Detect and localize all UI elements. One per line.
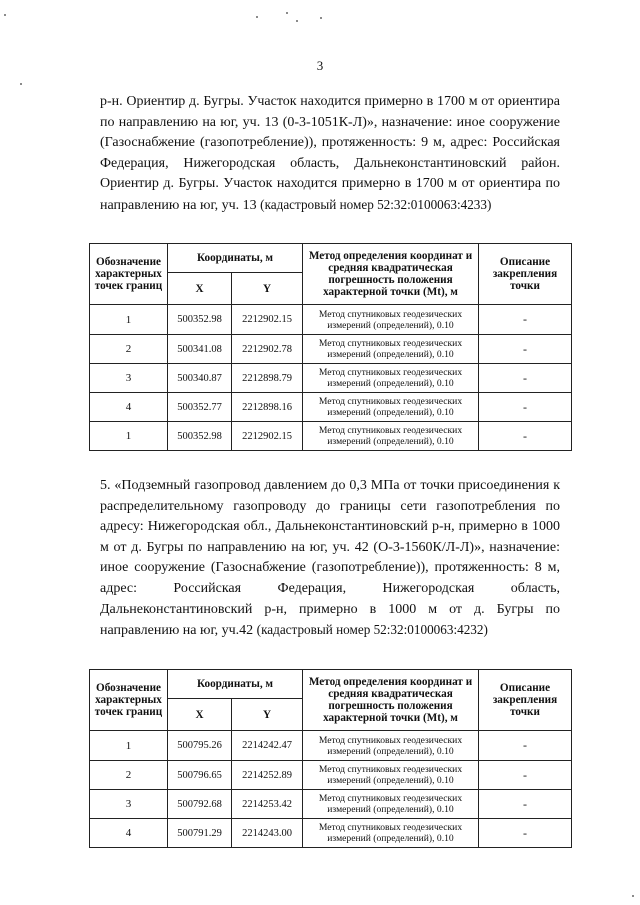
header-method: Метод определения координат и средняя квадратическая погрешность положения характерной точки (Mt), м bbox=[303, 244, 479, 305]
description-cell: - bbox=[479, 305, 572, 335]
y-cell: 2212898.79 bbox=[232, 364, 303, 393]
description-cell: - bbox=[479, 731, 572, 761]
header-point: Обозначение характерных точек границ bbox=[90, 244, 168, 305]
x-cell: 500352.77 bbox=[168, 393, 232, 422]
method-cell: Метод спутниковых геодезических измерений (определений), 0.10 bbox=[303, 393, 479, 422]
method-cell: Метод спутниковых геодезических измерений (определений), 0.10 bbox=[303, 335, 479, 364]
y-cell: 2212902.15 bbox=[232, 422, 303, 451]
table-row bbox=[90, 335, 572, 364]
description-cell: - bbox=[479, 422, 572, 451]
description-cell: - bbox=[479, 761, 572, 790]
header-y: Y bbox=[232, 273, 303, 305]
header-x: X bbox=[168, 273, 232, 305]
method-cell: Метод спутниковых геодезических измерений (определений), 0.10 bbox=[303, 364, 479, 393]
scan-speck bbox=[296, 20, 298, 22]
scan-speck bbox=[286, 12, 288, 14]
table-row bbox=[90, 731, 572, 761]
header-x: X bbox=[168, 699, 232, 731]
scan-speck bbox=[256, 16, 258, 18]
header-coords: Координаты, м bbox=[168, 670, 303, 699]
point-cell: 2 bbox=[90, 335, 168, 364]
method-cell: Метод спутниковых геодезических измерений (определений), 0.10 bbox=[303, 422, 479, 451]
x-cell: 500792.68 bbox=[168, 790, 232, 819]
y-cell: 2214242.47 bbox=[232, 731, 303, 761]
table-row bbox=[90, 364, 572, 393]
table-row bbox=[90, 761, 572, 790]
y-cell: 2212902.78 bbox=[232, 335, 303, 364]
header-point: Обозначение характерных точек границ bbox=[90, 670, 168, 731]
header-y: Y bbox=[232, 699, 303, 731]
scan-speck bbox=[632, 895, 634, 897]
description-cell: - bbox=[479, 790, 572, 819]
paragraph-2 bbox=[100, 476, 560, 642]
method-cell: Метод спутниковых геодезических измерений (определений), 0.10 bbox=[303, 790, 479, 819]
paragraph-1-cadastral: (кадастровый номер 52:32:0100063:4233) bbox=[260, 196, 492, 212]
point-cell: 1 bbox=[90, 422, 168, 451]
method-cell: Метод спутниковых геодезических измерений (определений), 0.10 bbox=[303, 761, 479, 790]
y-cell: 2212898.16 bbox=[232, 393, 303, 422]
point-cell: 1 bbox=[90, 305, 168, 335]
x-cell: 500795.26 bbox=[168, 731, 232, 761]
x-cell: 500791.29 bbox=[168, 819, 232, 848]
page-number: 3 bbox=[316, 58, 324, 73]
paragraph-1 bbox=[100, 92, 560, 217]
y-cell: 2212902.15 bbox=[232, 305, 303, 335]
scan-speck bbox=[320, 17, 322, 19]
paragraph-2-text: 5. «Подземный газопровод давлением до 0,3 МПа от точки присоединения к распределительному газопроводу до границы сети газопотребления по адресу: Нижегородская обл., Дальнеконстантиновский р-н, примерно в 1000 м от д. Бугры по направлению на юг, уч. 42 (О-3-1560К/Л-Л)», назначение: иное сооружение (Газоснабжение (газопотребление)), протяженность: 8 м, адрес: Российская Федерация, Нижегородская область, Дальнеконстантиновский р-н, примерно в 1000 м от д. Бугры по направлению на юг, уч.42 bbox=[100, 478, 560, 639]
point-cell: 3 bbox=[90, 364, 168, 393]
method-cell: Метод спутниковых геодезических измерений (определений), 0.10 bbox=[303, 819, 479, 848]
method-cell: Метод спутниковых геодезических измерений (определений), 0.10 bbox=[303, 305, 479, 335]
paragraph-1-text: р-н. Ориентир д. Бугры. Участок находится примерно в 1700 м от ориентира по направлению на юг, уч. 13 (0-3-1051К-Л)», назначение: иное сооружение (Газоснабжение (газопотребление)), протяженность: 9 м, адрес: Российская Федерация, Нижегородская область, Дальнеконстантиновский район. Ориентир д. Бугры. Участок находится примерно в 1700 м от ориентира по направлению на юг, уч. 13 bbox=[100, 94, 560, 213]
description-cell: - bbox=[479, 364, 572, 393]
scan-speck bbox=[20, 83, 22, 85]
y-cell: 2214243.00 bbox=[232, 819, 303, 848]
table-row bbox=[90, 422, 572, 451]
header-method: Метод определения координат и средняя квадратическая погрешность положения характерной точки (Mt), м bbox=[303, 670, 479, 731]
x-cell: 500352.98 bbox=[168, 305, 232, 335]
table-row bbox=[90, 305, 572, 335]
point-cell: 4 bbox=[90, 393, 168, 422]
table-row bbox=[90, 393, 572, 422]
point-cell: 3 bbox=[90, 790, 168, 819]
description-cell: - bbox=[479, 819, 572, 848]
header-description: Описание закрепления точки bbox=[479, 670, 572, 731]
x-cell: 500796.65 bbox=[168, 761, 232, 790]
paragraph-2-cadastral: (кадастровый номер 52:32:0100063:4232) bbox=[256, 622, 488, 638]
x-cell: 500340.87 bbox=[168, 364, 232, 393]
y-cell: 2214252.89 bbox=[232, 761, 303, 790]
description-cell: - bbox=[479, 393, 572, 422]
coordinates-table-2 bbox=[89, 669, 572, 848]
point-cell: 1 bbox=[90, 731, 168, 761]
x-cell: 500341.08 bbox=[168, 335, 232, 364]
table-row bbox=[90, 790, 572, 819]
description-cell: - bbox=[479, 335, 572, 364]
coordinates-table-1 bbox=[89, 243, 572, 451]
point-cell: 2 bbox=[90, 761, 168, 790]
scan-speck bbox=[4, 14, 6, 16]
method-cell: Метод спутниковых геодезических измерений (определений), 0.10 bbox=[303, 731, 479, 761]
header-description: Описание закрепления точки bbox=[479, 244, 572, 305]
header-coords: Координаты, м bbox=[168, 244, 303, 273]
table-row bbox=[90, 819, 572, 848]
x-cell: 500352.98 bbox=[168, 422, 232, 451]
y-cell: 2214253.42 bbox=[232, 790, 303, 819]
point-cell: 4 bbox=[90, 819, 168, 848]
